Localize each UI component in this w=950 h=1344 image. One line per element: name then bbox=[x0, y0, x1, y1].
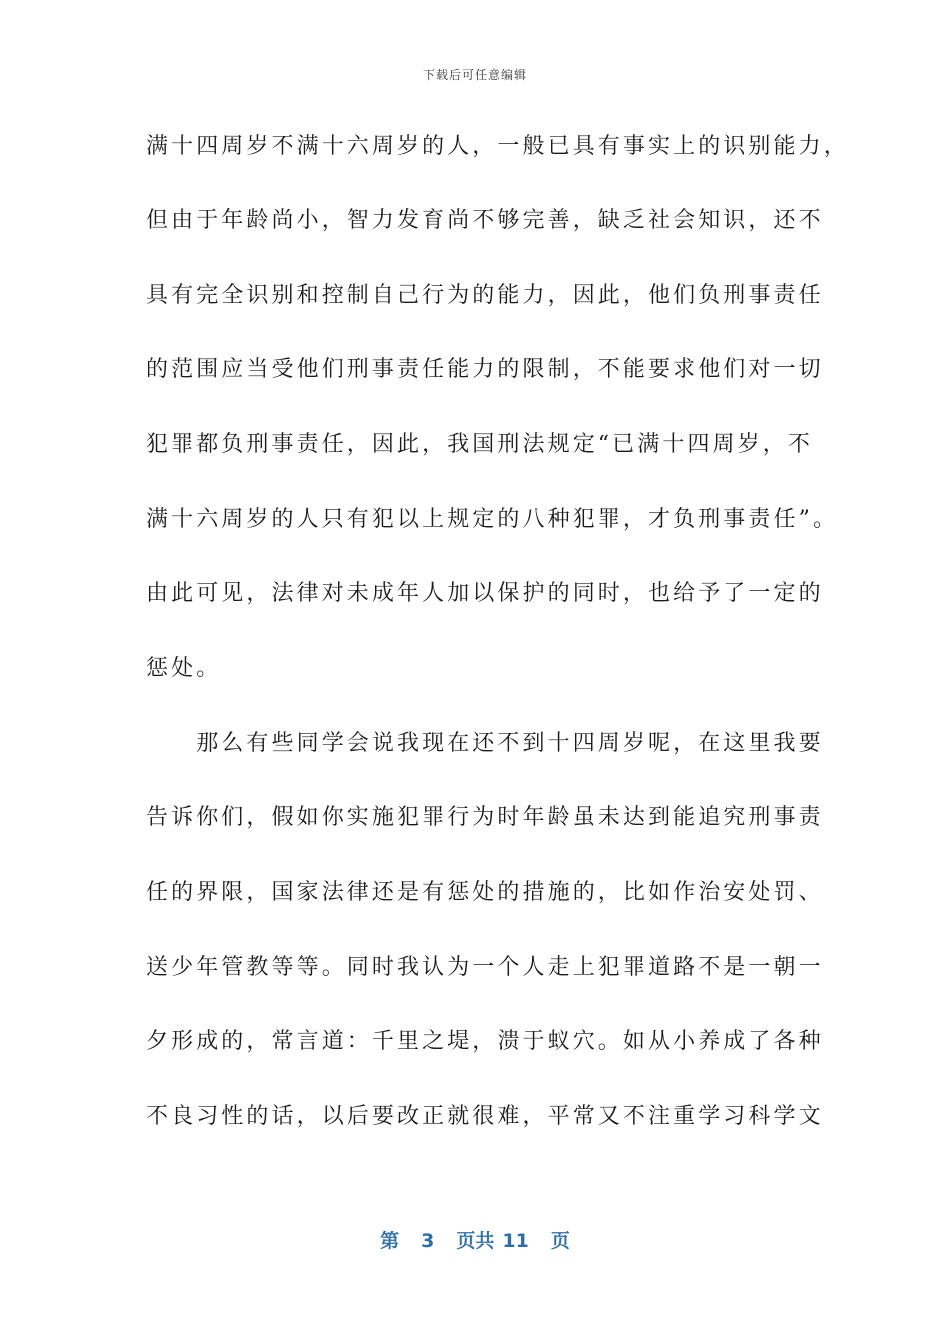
page-footer bbox=[0, 1226, 950, 1253]
text-line: 送少年管教等等。同时我认为一个人走上犯罪道路不是一朝一 bbox=[146, 955, 824, 980]
footer-current-page: 3 bbox=[421, 1230, 435, 1252]
text-line: 具有完全识别和控制自己行为的能力，因此，他们负刑事责任 bbox=[146, 283, 824, 308]
footer-prefix: 第 bbox=[380, 1230, 400, 1252]
text-line: 满十六周岁的人只有犯以上规定的八种犯罪，才负刑事责任”。 bbox=[146, 507, 839, 532]
text-line: 由此可见，法律对未成年人加以保护的同时，也给予了一定的 bbox=[146, 581, 824, 606]
text-line: 夕形成的，常言道：千里之堤，溃于蚁穴。如从小养成了各种 bbox=[146, 1029, 824, 1054]
text-line: 不良习性的话，以后要改正就很难，平常又不注重学习科学文 bbox=[146, 1104, 824, 1129]
text-line: 告诉你们，假如你实施犯罪行为时年龄虽未达到能追究刑事责 bbox=[146, 805, 824, 830]
text-line: 满十四周岁不满十六周岁的人，一般已具有事实上的识别能力， bbox=[146, 134, 849, 159]
text-line: 但由于年龄尚小，智力发育尚不够完善，缺乏社会知识，还不 bbox=[146, 208, 824, 233]
text-line: 惩处。 bbox=[146, 656, 222, 681]
text-line: 那么有些同学会说我现在还不到十四周岁呢，在这里我要 bbox=[146, 731, 824, 756]
text-line: 犯罪都负刑事责任，因此，我国刑法规定“已满十四周岁，不 bbox=[146, 432, 813, 457]
footer-middle: 页共 bbox=[456, 1230, 495, 1252]
footer-total-pages: 11 bbox=[502, 1230, 529, 1252]
header-note: 下载后可任意编辑 bbox=[422, 68, 527, 82]
text-line: 任的界限，国家法律还是有惩处的措施的，比如作治安处罚、 bbox=[146, 880, 824, 905]
footer-suffix: 页 bbox=[550, 1230, 570, 1252]
text-line: 的范围应当受他们刑事责任能力的限制，不能要求他们对一切 bbox=[146, 357, 824, 382]
